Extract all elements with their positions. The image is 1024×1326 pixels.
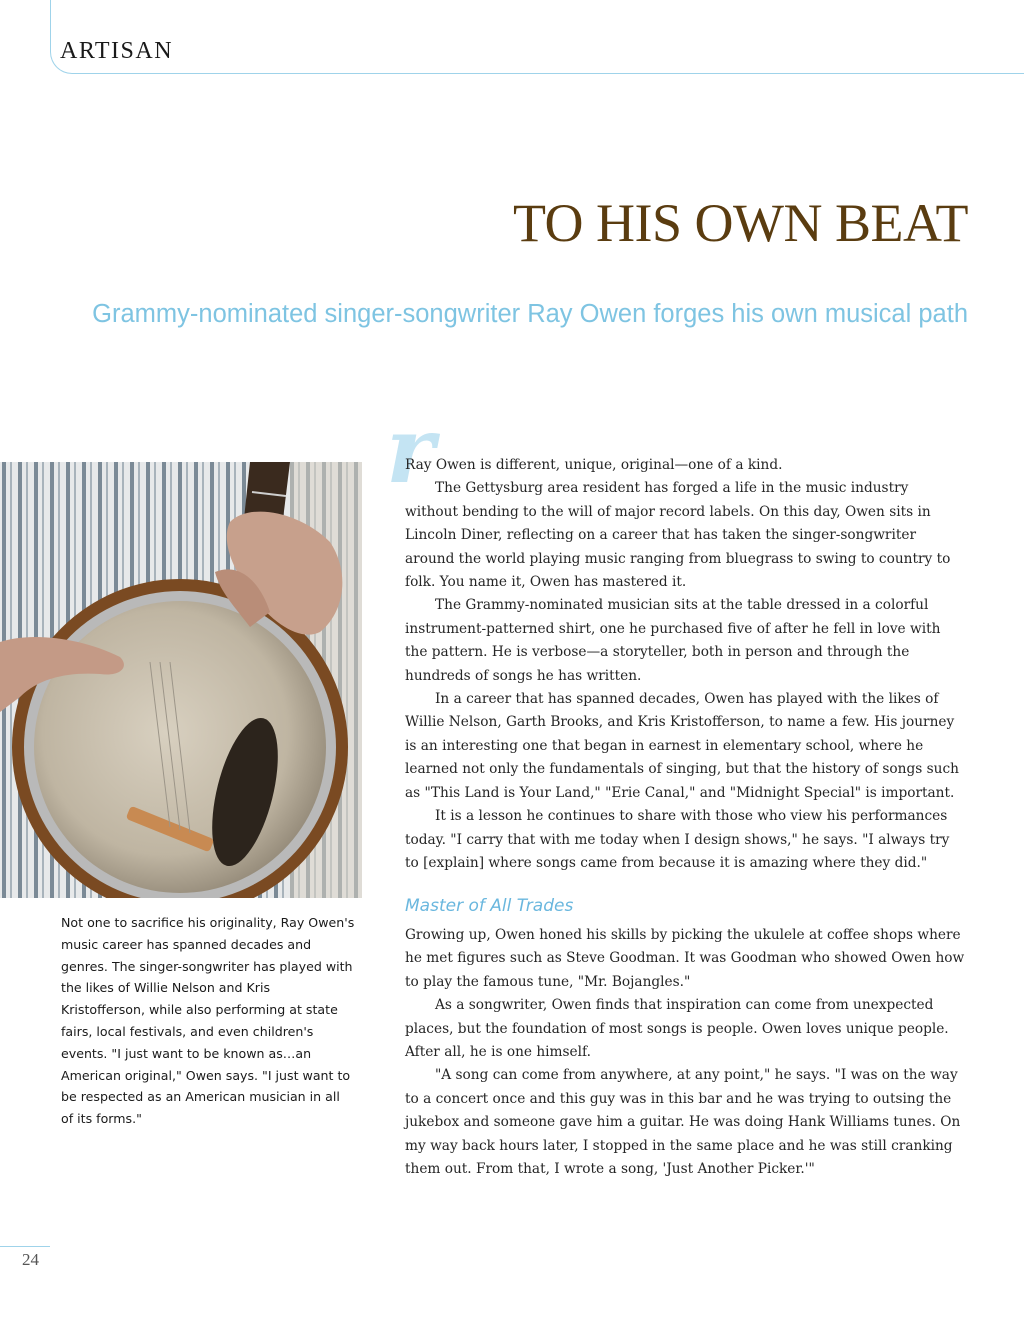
article-body-intro [405, 454, 965, 875]
body-paragraph: Ray Owen is different, unique, original—one of a kind. [405, 457, 783, 473]
body-paragraph: It is a lesson he continues to share with those who view his performances today. "I carry that with me today when I design shows," he says. "I always try to [explain] where songs came from because it is amazing where they did." [405, 808, 950, 871]
page-number: 24 [22, 1250, 39, 1269]
body-paragraph: As a songwriter, Owen finds that inspiration can come from unexpected places, but the foundation of most songs is people. Owen loves unique people. After all, he is one himself. [405, 997, 949, 1061]
article-subtitle: Grammy-nominated singer-songwriter Ray Owen forges his own musical path [92, 300, 968, 328]
section-subhead: Master of All Trades [405, 896, 574, 916]
section-label: ARTISAN [60, 38, 174, 64]
article-title: TO HIS OWN BEAT [513, 193, 968, 253]
body-paragraph: In a career that has spanned decades, Owen has played with the likes of Willie Nelson, Garth Brooks, and Kris Kristofferson, to name a few. His journey is an interesting one that began in earnest in elementary school, where he learned not only the fundamentals of singing, but that the history of songs such as "This Land is Your Land," "Erie Canal," and "Midnight Special" is important. [405, 691, 959, 801]
footer-rule [0, 1246, 50, 1247]
body-paragraph: "A song can come from anywhere, at any point," he says. "I was on the way to a concert once and this guy was in this bar and he was trying to outsing the jukebox and someone gave him a guitar. He was doing Hank Williams tunes. On my way back hours later, I stopped in the same place and he was still cranking them out. From that, I wrote a song, 'Just Another Picker.'" [405, 1067, 961, 1178]
header-rule [50, 0, 1024, 74]
body-paragraph: The Grammy-nominated musician sits at the table dressed in a colorful instrument-patterned shirt, one he purchased five of after he fell in love with the pattern. He is verbose—a storyteller, both in person and through the hundreds of songs he has written. [405, 597, 941, 684]
body-paragraph: The Gettysburg area resident has forged a life in the music industry without bending to the will of major record labels. On this day, Owen sits in Lincoln Diner, reflecting on a career that has taken the singer-songwriter around the world playing music ranging from bluegrass to swing to country to folk. You name it, Owen has mastered it. [405, 480, 951, 591]
banjo-photo [0, 462, 362, 898]
article-body-section [405, 924, 965, 1181]
body-paragraph: Growing up, Owen honed his skills by picking the ukulele at coffee shops where he met figures such as Steve Goodman. It was Goodman who showed Owen how to play the famous tune, "Mr. Bojangles." [405, 927, 965, 990]
drop-cap: r [386, 396, 435, 504]
photo-caption: Not one to sacrifice his originality, Ray Owen's music career has spanned decades and genres. The singer-songwriter has played with the likes of Willie Nelson and Kris Kristofferson, while also performing at state fairs, local festivals, and even children's events. "I just want to be known as…an American original," Owen says. "I just want to be respected as an American musician in all of its forms." [61, 915, 355, 1127]
